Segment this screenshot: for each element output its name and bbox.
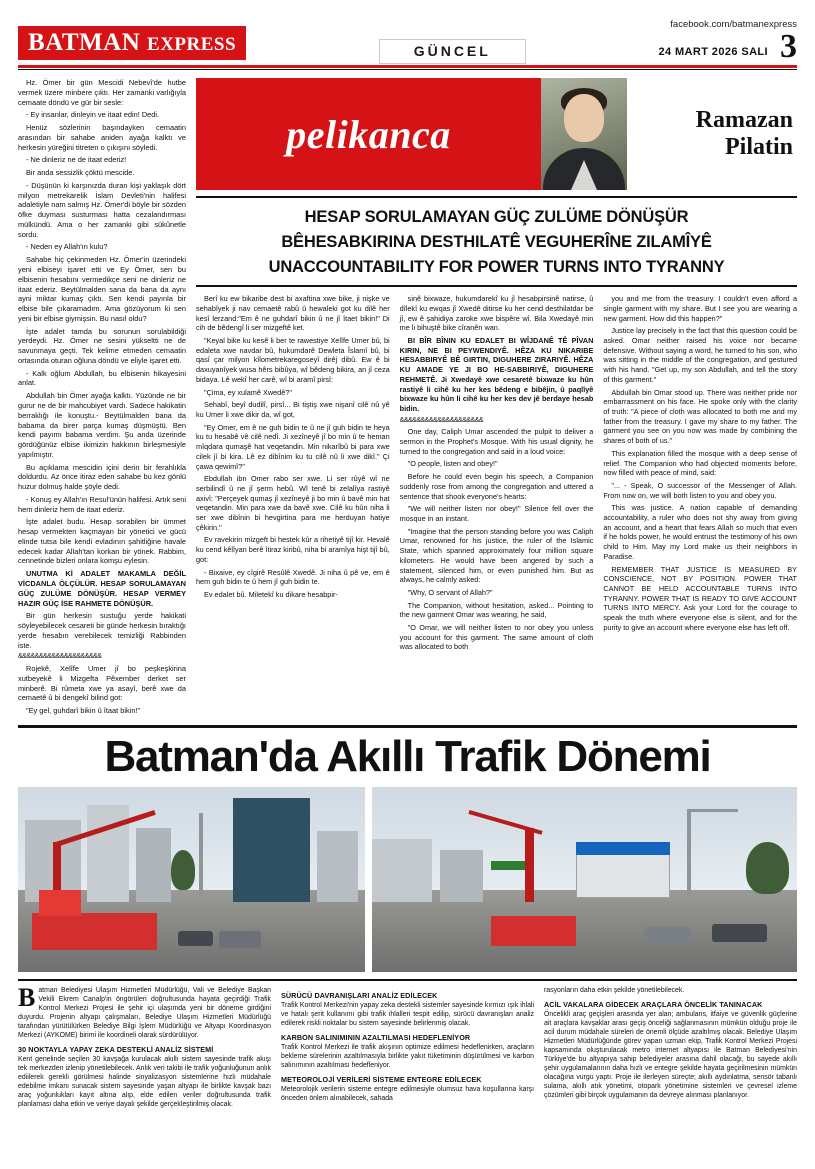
paragraph: Ev edalet bû. Miletekî ku dikare hesabpir- xyxy=(204,589,338,599)
paragraph-emphasis: BI BÎR BÎNIN KU EDALET BI WÎJDANÊ TÊ PÎVAN KIRIN, NE BI PEYWENDIYÊ. HÊZA KU NIKARIBE HESABBIRYÊ BÊ GIRTIN, DIGUHERE ZIRARIYÊ. HÊZA KU AMADE YE JI BO HE-SABBIRIYÊ, DIGUHERE REHMETÊ. Ji Xwedayê xwe cesaretê bixwaze ku hûn rastiyê li cihê ku her kes bêdeng e bibêjin, û paqlîyê bixwaze ku hûn li cihê ku her kes dev jê berdaye hesab bidin. xyxy=(399,336,594,413)
page-number: 3 xyxy=(780,27,797,65)
section-header xyxy=(246,39,658,64)
paragraph: "Imagine that the person standing before you was Caliph Umar, renowned for his justice, the ruler of the Islamic State, which spanned approximately four million square kilometers. He would have been angered by such a statement, silenced him, or even punished him. But as always, he calmly asked: xyxy=(399,526,594,585)
paragraph: "We will neither listen nor obey!" Silence fell over the mosque in an instant. xyxy=(399,504,594,523)
subheading: METEOROLOJİ VERİLERİ SİSTEME ENTEGRE EDİLECEK xyxy=(281,1074,482,1084)
paragraph: "... - Speak, O successor of the Messenger of Allah. From now on, we will both listen to you and obey you. xyxy=(603,480,798,500)
paragraph: Justice lay precisely in the fact that this question could be asked. Omar neither raised his voice nor became defensive. Without saying a word, he turned to his son, who was sitting in the middle of the congregation, and gestured with his hand. "Get up, my son Abdullah, and tell the story of this garment." xyxy=(603,326,798,384)
author-photo xyxy=(541,78,627,190)
paragraph: "Ey Omer, em ê ne guh bidin te û ne jî guh bidin te heya ku tu hesabê vê cilê nedî. Ji xezîneyê jî bo min û te heman mîqdara qumaşê hat veqetandin. Min nikarîbû bi para xwe cilek jî bi kira. Lê ez dibînim ku tu cilê nû li xwe dikî." Çi çawa qewimî?" xyxy=(196,422,390,471)
lead-paragraph: Batman Belediyesi Ulaşım Hizmetleri Müdürlüğü, Vali ve Belediye Başkan Vekili Ekrem Canalp'in öngörüleri doğrultusunda hayata geçirdiği Trafik Kontrol Merkezi Projesi ile şehir içi ulaşımda yeni bir döneme girdiğini duyurdu. Projenin altyapı çalışmaları, Belediye Ulaşım Hizmetleri Müdürlüğü tarafından yürütülürken Belediye Bilgi İşlem Müdürlüğü ve Altyapı Koordinasyon Merkezi (AYKOME) birimi ile koordineli olarak sürdürülüyor. xyxy=(18,982,271,1039)
column-title: pelikanca xyxy=(196,78,541,190)
news-photo-2 xyxy=(372,787,797,972)
article-column-2 xyxy=(400,294,594,655)
paragraph: Öncelikli araç geçişleri arasında yer alan; ambulans, itfaiye ve güvenlik güçlerine ait araçlara kavşaklar arası geçiş önceliği sağlanmasının mümkün olduğu proje ile acil durum müdahale süreleri de önemli ölçüde azaltılmış olacak. Belediye Ulaşım Hizmetleri Müdürlüğünde görev yapan uzman ekip, Trafik Kontrol Merkezi Projesi kapsamında oluşturulacak metro internet altyapısı ile Batman Belediyesi'nin Türkiye'de bu altyapıya sahip belediyeler arasına dahil olacağı, bu sayede akıllı şehir uygulamalarının daha hızlı ve entegre şekilde hayata geçirilmesinin mümkün olacağına vurgu yaptı. Proje ile ilerleyen süreçte; akıllı aydınlatma, sensör tabanlı sulama, akıllı atık yönetimi, otopark yönetimine sistemleri ve çevresel izleme çözümleri gibi birçok uygulamanın da devreye alınması planlanıyor. xyxy=(544,1010,797,1099)
paragraph: İşte adalet budu. Hesap sorabilen bir ümmet hesap vermekten kaçmayan bir yönetici ve gücü elinde tutsa bile kendi evladının şahitliğine havale edecek kadar Allah'tan korkan bir yönek. Rabbim, cennetinde bizleri onlara komşu eylesin. xyxy=(18,517,186,566)
bottom-headline: Batman'da Akıllı Trafik Dönemi xyxy=(104,731,711,781)
paragraph: - Neden ey Allah'ın kulu? xyxy=(26,242,108,252)
divider-dingbat: &&&&&&&&&&&&&&&&&&&& xyxy=(399,416,484,424)
issue-date: 24 MART 2026 SALI xyxy=(658,46,768,58)
paragraph: - Bixaive, ey cîgirê Resûlê Xwedê. Ji niha û pê ve, em ê hem guh bidin te û hem jî guh bidin te. xyxy=(196,567,390,587)
paragraph: Hz. Ömer bir gün Mescidi Nebevî'de hutbe vermek üzere minbere çıktı. Her zamanki varlığıyla cemaate döndü ve gür bir sesle: xyxy=(18,78,186,107)
author-name xyxy=(627,78,797,190)
paragraph: One day, Caliph Umar ascended the pulpit to deliver a sermon in the Prophet's Mosque. With his usual dignity, he turned to the congregation and said in a loud voice: xyxy=(399,427,594,456)
subheading: ACİL VAKALARA GİDECEK ARAÇLARA ÖNCELİK TANINACAK xyxy=(544,999,763,1009)
logo-sub: EXPRESS xyxy=(147,34,237,55)
paragraph: Ev ravekirin mizgeft bi hestek kûr a rihetiyê tijî kir. Hevalê ku cend kêlîyan berê îtiraz kiribû, niha bi aramîya hişt tijî bû, got: xyxy=(196,535,390,564)
news-photo-1 xyxy=(18,787,365,972)
subheading: 30 NOKTAYLA YAPAY ZEKA DESTEKLİ ANALİZ SİSTEMİ xyxy=(18,1044,214,1054)
paragraph: sinê bixwaze, hukumdarekî ku jî hesabpirsinê natirse, û dîlekî ku ewqas jî Xwedê ditirse ku her cend desthilatdar be jî, ew ê şahidiya zaroke xwe bispêre wî. Bila Xwedayê min me li bihuştê bike cîranên wan. xyxy=(399,294,594,333)
paragraph: Bir gün herkesin sustuğu yerde hakikati söyleyebilecek cesareti bir günde herkesin bıraktığı yerde hesabın verebilecek temizliği Rabbinden iste. xyxy=(18,611,186,650)
bottom-rule xyxy=(18,979,797,981)
subheading: SÜRÜCÜ DAVRANIŞLARI ANALİZ EDİLECEK xyxy=(281,990,438,1000)
headline-en: UNACCOUNTABILITY FOR POWER TURNS INTO TYRANNY xyxy=(268,257,725,276)
paragraph: you and me from the treasury. I couldn't even afford a single garment with my share. But I see you are wearing a new garment. How did this happen?" xyxy=(603,294,798,323)
masthead-rule xyxy=(18,65,797,68)
paragraph-emphasis: UNUTMA Kİ ADALET MAKAMLA DEĞİL VİCDANLA ÖLÇÜLÜR. HESAP SORULAMAYAN GÜÇ ZULÜME DÖNÜŞÜR. HESAP VERMEY HAZIR GÜÇ İSE RAHMETE DÖNÜŞÜR. xyxy=(18,569,186,608)
headline-rule-bottom xyxy=(196,285,797,287)
paragraph: "Keyal bike ku kesê li ber te rawestiye Xelîfe Umer bû, bi edaleta xwe navdar bû, hukumdarê Dewleta Îslamî bû, bi qasî çar milyon kîlometrekaregoseyî dirêj dibû. Ew ê bi daxuyanîyek wusa hêrs bibûya, wî bêdeng bikira, an jî ceza bidaya. Lê wekî her carê, wî bi aramî pirsî: xyxy=(196,336,390,384)
top-section xyxy=(18,78,797,719)
paragraph: "O Omar, we will neither listen to nor obey you unless you account for this garment. The same amount of cloth was allocated to both xyxy=(399,623,594,652)
paragraph: Ebdullah ibn Omer rabo ser xwe. Li ser rûyê wî ne serbilindî û ne jî şerm hebû. Wî tenê bi zelalîya rastiyê axivî: "Perçeyek qumaş jî xezîneyê ji bo min û bavê min hat veqetandin. Min para xwe da bavê xwe. Cilê ku hûn niha li ser xwe dibînin bi hevgirtina para me herduyan hatiye çêkirin." xyxy=(196,474,390,532)
paragraph: Sehabî, beyî dudilî, pirsî... Bi tiştiş xwe nişanî cilê nû yê ku Umer li xwe dikir da, wî got, xyxy=(196,400,390,419)
bottom-columns xyxy=(18,982,797,1113)
author-firstname: Ramazan xyxy=(695,107,793,134)
left-column xyxy=(18,78,196,719)
paragraph: Bir anda sessizlik çöktü mescide. xyxy=(26,168,135,178)
paragraph: Trafik Kontrol Merkezi'nin yapay zeka destekli sistemler sayesinde kırmızı ışık ihlali ve hatalı şerit kullanımı gibi trafik ihlalleri tespit edilip, sürücü davranışları analiz edilerek riskli noktalar bu sistem sayesinde belirlenmiş olacak. xyxy=(281,1001,534,1027)
article-column-1 xyxy=(196,294,390,655)
masthead xyxy=(18,14,797,65)
paragraph: - Düşünün ki karşınızda duran kişi yaklaşık dört milyon metrekarelik İslam Devleti'nin halifesi adaletiyle nam salmış Hz. Ömer'di böyle bir sözden öfke duyması susturması hatta cezalandırması mülkündü. Ama o her zamanki gibi sükûnetle sordu. xyxy=(18,180,186,239)
facebook-handle: facebook.com/batmanexpress xyxy=(670,18,797,30)
paragraph: "Çima, ey xulamê Xwedê?" xyxy=(204,387,292,397)
logo-main: BATMAN xyxy=(28,29,141,56)
paragraph: Henüz sözlerinin başındayken cemaatin arasından bir sahabe aniden ayağa kalktı ve herkesin yüreğini titreten o çıkışını söyledi. xyxy=(18,123,186,152)
paragraph: Trafik Kontrol Merkezi ile trafik akışının optimize edilmesi hedeflenirken, araçların bekleme sürelerinin azaltılmasıyla birlikte yakıt tüketiminin düşürülmesi ve karbon salınımının azaltılması hedefleniyor. xyxy=(281,1043,534,1069)
headline-tr: HESAP SORULAMAYAN GÜÇ ZULÜME DÖNÜŞÜR xyxy=(304,208,689,226)
paragraph: rasyonların daha etkin şekilde yönetilebilecek. xyxy=(544,986,685,994)
paragraph: - Konuş ey Allah'ın Resul'ünün halifesi. Artık seni hem dinleriz hem de itaat ederiz. xyxy=(18,494,186,514)
columnist-article xyxy=(196,78,797,719)
bottom-column-1 xyxy=(18,982,271,1113)
paragraph: Abdullah bin Omar stood up. There was neither pride nor embarrassment on his face. He spoke only with the clarity of truth: "A piece of cloth was allocated to both me and my father from the treasury. I gave my share to my father. The garment you see on you now was made by combining the shares of both of us." xyxy=(603,387,798,446)
masthead-right xyxy=(658,18,797,65)
photo-row xyxy=(18,787,797,972)
paragraph: "Ey gel, guhdarî bikin û îtaat bikin!" xyxy=(26,706,141,716)
article-column-3 xyxy=(603,294,797,655)
paragraph: "O people, listen and obey!" xyxy=(407,459,498,469)
divider-dingbat: &&&&&&&&&&&&&&&&&&&& xyxy=(18,653,102,661)
headline-block xyxy=(196,198,797,285)
paragraph: The Companion, without hesitation, asked... Pointing to the new garment Omar was wearing, he said, xyxy=(399,600,594,620)
headline-ku: BÊHESABKIRINA DESTHILATÊ VEGUHERÎNE ZILAMÎYÊ xyxy=(281,232,712,251)
paragraph: Sahabe hiç çekinmeden Hz. Ömer'in üzerindeki yeni elbiseyi işaret etti ve Ey Ömer, sen bu elbisenin hesabını vermedikçe seni ne dinleriz ne itaat ederiz. Beytülmalden sana da bana da aynı ayni miktar kumaş çıktı. Sen kendi payınla bir elbise bile çıkaramadım. Ama gözüyorum ki sen yeni bir elbise giymişsin. Bu nasıl oldu? xyxy=(18,255,186,323)
newspaper-logo xyxy=(18,26,246,60)
masthead-rule-thin xyxy=(18,69,797,70)
bottom-column-2 xyxy=(281,987,534,1113)
paragraph: Abdullah bin Ömer ayağa kalktı. Yüzünde ne bir gurur ne de bir mahcubiyet vardı. Sadece hakikatin berraklığı ile konuştu.- Beytülmalden bana da babama da birer parça kumaş düşmüştü. Ben kendi payımı babama verdim. Şu anda üzerinde gördüğünüz elbise ikimizin hakkının birleşmesiyle yapılmıştır. xyxy=(18,391,186,459)
paragraph: İşte adalet tamda bu sorunun sorulabildiği yerdeydi. Hz. Ömer ne sesini yükseltti ne de savunmaya geçti. Tek kelime etmeden cemaatin ortasında oturan oğluna döndü ve eliyle işaret etti. xyxy=(18,326,186,365)
paragraph: This was justice. A nation capable of demanding accountability, a ruler who does not shy away from giving an account, and a heart that fears Allah so much that even if he holds power, he would entrust the testimony of his own child to Him. May my Lord make us their neighbors in Paradise. xyxy=(603,503,798,561)
paragraph: - Ne dinleriz ne de itaat ederiz! xyxy=(26,155,127,165)
paragraph: "Why, O servant of Allah?" xyxy=(407,587,493,597)
bottom-column-3 xyxy=(544,987,797,1113)
paragraph: - Kalk oğlum Abdullah, bu elbisenin hikayesini anlat. xyxy=(18,368,186,388)
paragraph: Kent genelinde seçilen 30 kavşağa kurulacak akıllı sistem sayesinde trafik akışı tek merkezden izlenip yönetilebilecek. Anlık veri takibi ile trafik yoğunluğunun anlık ediilerek gerekli görülmesi halinde sinyalizasyon sistemlerine hızlı müdahale edebilme imkanı sunacak sistem sayesinde yaşan altyapı ile birlikte kavşak bazı araç yoğunlukları kayıt altına alıp, elde edilen veriler doğrultusunda trafik planlaması daha etkin ve veriye dayalı şekilde gerçekleştirilmiş olacak. xyxy=(18,1055,271,1108)
subheading: KARBON SALINIMININ AZALTILMASI HEDEFLENİYOR xyxy=(281,1032,471,1042)
article-columns xyxy=(196,294,797,655)
paragraph: Berî ku ew bikaribe dest bi axaftina xwe bike, ji nişke ve sehabîyek ji nav cemaetê rabû û hewaleki got ku dilê her kesî lerzand:"Em ê ne guhdarî bikin û ne jî îtaet bikin!" Di cih de bêdengî li ser mizgeftê ket. xyxy=(196,294,390,333)
paragraph: REMEMBER THAT JUSTICE IS MEASURED BY CONSCIENCE, NOT BY POSITION. POWER THAT CANNOT BE HELD ACCOUNTABLE TURNS INTO TYRANNY. POWER THAT IS READY TO GIVE ACCOUNT TURNS INTO MERCY. Ask your Lord for the courage to speak the truth where everyone else is silent, and for the purity to give an account where everyone else has left off. xyxy=(603,564,798,632)
paragraph: Meteorolojik verilerin sisteme entegre edilmesiyle olumsuz hava koşullarına karşı önceden önlem alınabilecek, sahada xyxy=(281,1085,534,1102)
paragraph: Before he could even begin his speech, a Companion suddenly rose from among the congregation and uttered a sentence that shook everyone's hearts: xyxy=(399,472,594,501)
paragraph: - Ey insanlar, dinleyin ve itaat edin! Dedi. xyxy=(26,110,160,120)
columnist-banner xyxy=(196,78,797,190)
paragraph: Bu açıklama mescidin içini derin bir ferahlıkla doldurdu. Az önce itiraz eden sahabe bu kez gönlü huzur dolmuş halde şöyle dedi. xyxy=(18,462,186,492)
paragraph: Rojekê, Xelîfe Umer jî bo peşkeşkirina xutbeyekê li Mizgefta Pêxember derket ser minberê. Bi rûmeta xwe ya asayî, berê xwe da cemaetê û bi dengekî bilind got: xyxy=(18,664,186,703)
section-label: GÜNCEL xyxy=(379,39,526,64)
bottom-section-rule xyxy=(18,725,797,728)
paragraph: This explanation filled the mosque with a deep sense of relief. The Companion who had objected moments before, now filled with peace of mind, said: xyxy=(603,448,798,478)
author-lastname: Pilatin xyxy=(724,134,793,160)
